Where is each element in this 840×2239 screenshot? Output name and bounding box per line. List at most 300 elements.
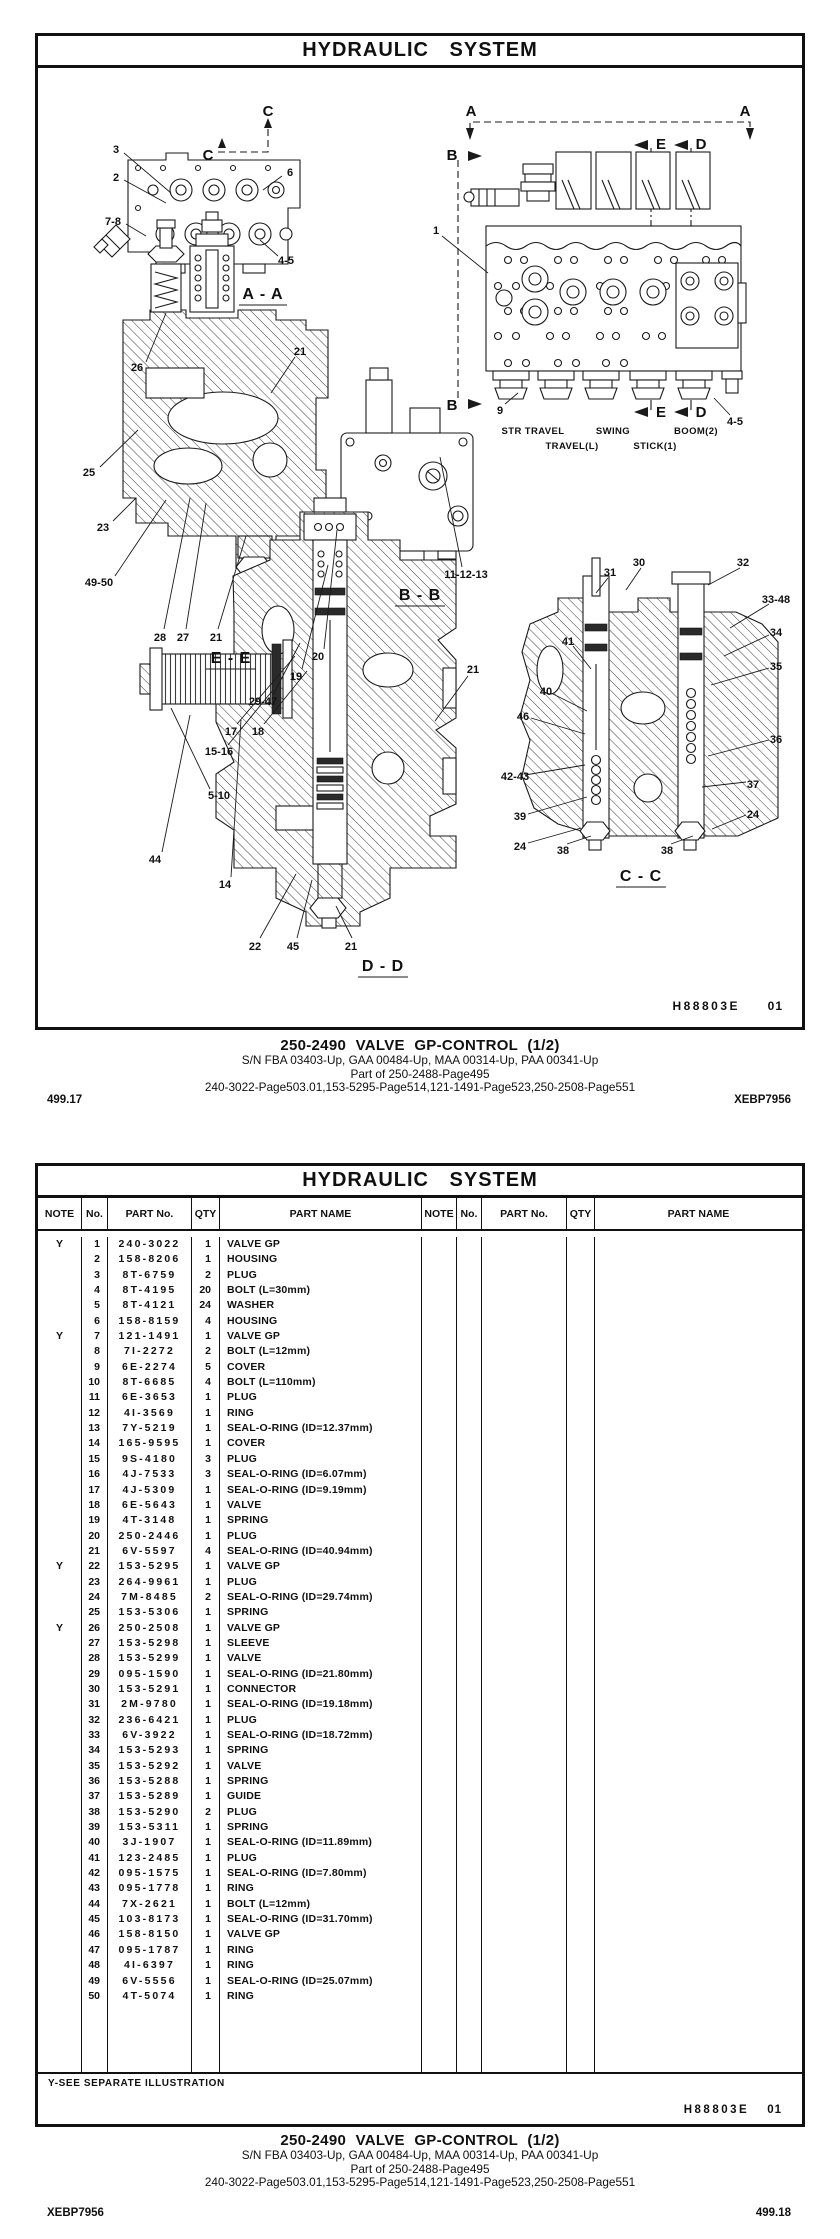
cell-part-no: 236-6421 bbox=[108, 1713, 192, 1728]
callout-label: 41 bbox=[561, 636, 575, 648]
cell-item-no: 27 bbox=[82, 1636, 108, 1651]
cell-note bbox=[38, 1544, 82, 1559]
cell-part-name: VALVE GP bbox=[220, 1237, 422, 1252]
cell-part-name-empty bbox=[595, 1927, 802, 1942]
callout-label: 22 bbox=[248, 941, 262, 953]
cell-item-no: 46 bbox=[82, 1927, 108, 1942]
cell-part-name: PLUG bbox=[220, 1851, 422, 1866]
column-header-qty: QTY bbox=[567, 1198, 595, 1229]
cell-note-empty bbox=[422, 1467, 457, 1482]
svg-text:C: C bbox=[262, 103, 274, 120]
cell-item-no-empty bbox=[457, 1943, 482, 1958]
plan-view-valve-group bbox=[458, 122, 754, 417]
cell-filler bbox=[482, 2004, 567, 2072]
cell-part-name-empty bbox=[595, 1851, 802, 1866]
cell-part-no: 153-5291 bbox=[108, 1682, 192, 1697]
callout-label: 27 bbox=[176, 632, 190, 644]
caption-title: 250-2490 VALVE GP-CONTROL (1/2) bbox=[280, 1037, 560, 1054]
callout-label: 25 bbox=[82, 467, 96, 479]
page-number: 499.17 bbox=[47, 1094, 83, 1106]
cell-item-no-empty bbox=[457, 1406, 482, 1421]
cell-part-name: PLUG bbox=[220, 1452, 422, 1467]
port-labels bbox=[502, 426, 718, 452]
cell-qty-empty bbox=[567, 1344, 595, 1359]
cell-item-no: 33 bbox=[82, 1728, 108, 1743]
spool-end-stubs bbox=[493, 371, 742, 399]
column-header-no-: No. bbox=[457, 1198, 482, 1229]
cell-part-no-empty bbox=[482, 1651, 567, 1666]
cell-note bbox=[38, 1360, 82, 1375]
cell-item-no-empty bbox=[457, 1697, 482, 1712]
cell-item-no-empty bbox=[457, 1344, 482, 1359]
cell-item-no-empty bbox=[457, 1575, 482, 1590]
cell-note-empty bbox=[422, 1529, 457, 1544]
cell-note bbox=[38, 1958, 82, 1973]
cell-note: Y bbox=[38, 1237, 82, 1252]
callout-label: 49-50 bbox=[84, 577, 114, 589]
cell-part-no: 158-8150 bbox=[108, 1927, 192, 1942]
cell-qty: 1 bbox=[192, 1559, 220, 1574]
cell-qty: 1 bbox=[192, 1329, 220, 1344]
callout-label: 44 bbox=[148, 854, 162, 866]
cell-note bbox=[38, 1881, 82, 1896]
cell-qty-empty bbox=[567, 1728, 595, 1743]
cell-item-no-empty bbox=[457, 1743, 482, 1758]
cell-item-no-empty bbox=[457, 1912, 482, 1927]
cell-item-no-empty bbox=[457, 1329, 482, 1344]
callout-label: 40 bbox=[539, 686, 553, 698]
cell-note bbox=[38, 1912, 82, 1927]
callout-label: 2 bbox=[112, 172, 120, 184]
cell-qty: 2 bbox=[192, 1590, 220, 1605]
cell-qty: 2 bbox=[192, 1344, 220, 1359]
callout-label: 37 bbox=[746, 779, 760, 791]
cell-item-no-empty bbox=[457, 1989, 482, 2004]
cell-note bbox=[38, 1713, 82, 1728]
cell-note-empty bbox=[422, 1314, 457, 1329]
callout-label: 38 bbox=[556, 845, 570, 857]
svg-text:A - A: A - A bbox=[242, 286, 284, 303]
cell-part-no-empty bbox=[482, 1805, 567, 1820]
callout-label: 4-5 bbox=[727, 416, 743, 428]
cell-qty: 1 bbox=[192, 1851, 220, 1866]
cell-part-name: PLUG bbox=[220, 1575, 422, 1590]
cell-item-no: 22 bbox=[82, 1559, 108, 1574]
cell-part-name-empty bbox=[595, 1575, 802, 1590]
cell-item-no: 35 bbox=[82, 1759, 108, 1774]
cell-note bbox=[38, 1897, 82, 1912]
caption-part-of: Part of 250-2488-Page495 bbox=[350, 1066, 490, 1081]
cell-part-name-empty bbox=[595, 1743, 802, 1758]
cell-part-name-empty bbox=[595, 1513, 802, 1528]
cell-note-empty bbox=[422, 1759, 457, 1774]
cell-part-name: SEAL-O-RING (ID=12.37mm) bbox=[220, 1421, 422, 1436]
cell-part-name-empty bbox=[595, 1820, 802, 1835]
cell-item-no: 36 bbox=[82, 1774, 108, 1789]
cell-part-no-empty bbox=[482, 1406, 567, 1421]
cell-note bbox=[38, 1743, 82, 1758]
caption-serial: S/N FBA 03403-Up, GAA 00484-Up, MAA 00314-Up, PAA 00341-Up bbox=[241, 1053, 599, 1067]
cell-qty: 1 bbox=[192, 1866, 220, 1881]
cell-qty-empty bbox=[567, 1575, 595, 1590]
cell-qty-empty bbox=[567, 1820, 595, 1835]
cell-qty-empty bbox=[567, 1851, 595, 1866]
cell-part-name-empty bbox=[595, 1329, 802, 1344]
cell-part-name-empty bbox=[595, 1605, 802, 1620]
cell-part-name: BOLT (L=30mm) bbox=[220, 1283, 422, 1298]
cell-item-no: 20 bbox=[82, 1529, 108, 1544]
caption-refs: 240-3022-Page503.01,153-5295-Page514,121-1491-Page523,250-2508-Page551 bbox=[204, 1080, 636, 1094]
callout-label: 4-5 bbox=[278, 255, 294, 267]
cell-part-no-empty bbox=[482, 1268, 567, 1283]
cell-qty-empty bbox=[567, 1866, 595, 1881]
cell-part-name: RING bbox=[220, 1958, 422, 1973]
cell-part-name-empty bbox=[595, 1835, 802, 1850]
cell-note-empty bbox=[422, 1559, 457, 1574]
cell-note-empty bbox=[422, 1421, 457, 1436]
svg-text:D - D: D - D bbox=[361, 958, 405, 975]
callout-label: 20 bbox=[311, 651, 325, 663]
cell-part-no-empty bbox=[482, 1958, 567, 1973]
cell-part-name: VALVE bbox=[220, 1498, 422, 1513]
cell-part-no-empty bbox=[482, 1529, 567, 1544]
cell-part-name-empty bbox=[595, 1529, 802, 1544]
cell-item-no-empty bbox=[457, 1636, 482, 1651]
cell-filler bbox=[108, 2004, 192, 2072]
cell-note-empty bbox=[422, 1958, 457, 1973]
cell-qty-empty bbox=[567, 1513, 595, 1528]
cell-qty: 1 bbox=[192, 1989, 220, 2004]
cell-part-name-empty bbox=[595, 1989, 802, 2004]
cell-part-name-empty bbox=[595, 1958, 802, 1973]
cell-item-no: 23 bbox=[82, 1575, 108, 1590]
cell-qty-empty bbox=[567, 1406, 595, 1421]
cell-qty-empty bbox=[567, 1498, 595, 1513]
cell-part-no-empty bbox=[482, 1789, 567, 1804]
cell-item-no: 28 bbox=[82, 1651, 108, 1666]
cell-qty-empty bbox=[567, 1621, 595, 1636]
cell-note-empty bbox=[422, 1789, 457, 1804]
callout-leader bbox=[626, 568, 641, 590]
drawing-number bbox=[672, 999, 783, 1013]
cell-part-no: 7I-2272 bbox=[108, 1344, 192, 1359]
cell-part-no: 095-1787 bbox=[108, 1943, 192, 1958]
cell-qty: 1 bbox=[192, 1974, 220, 1989]
cell-part-name-empty bbox=[595, 1344, 802, 1359]
cell-part-name: SEAL-O-RING (ID=21.80mm) bbox=[220, 1667, 422, 1682]
cell-part-name: SEAL-O-RING (ID=11.89mm) bbox=[220, 1835, 422, 1850]
section-view-c-c bbox=[520, 558, 778, 850]
cell-item-no-empty bbox=[457, 1436, 482, 1451]
parts-table-footnote-strip bbox=[38, 2072, 802, 2124]
cell-note bbox=[38, 1805, 82, 1820]
cell-note bbox=[38, 1605, 82, 1620]
cell-part-name: SEAL-O-RING (ID=29.74mm) bbox=[220, 1590, 422, 1605]
cell-part-no-empty bbox=[482, 1835, 567, 1850]
cell-note bbox=[38, 1283, 82, 1298]
cell-note bbox=[38, 1452, 82, 1467]
cell-part-name-empty bbox=[595, 1498, 802, 1513]
callout-label: 31 bbox=[603, 567, 617, 579]
cell-part-no: 153-5289 bbox=[108, 1789, 192, 1804]
cell-item-no-empty bbox=[457, 1805, 482, 1820]
cell-part-name-empty bbox=[595, 1268, 802, 1283]
cell-qty: 4 bbox=[192, 1314, 220, 1329]
cell-part-name: RING bbox=[220, 1881, 422, 1896]
cell-qty: 1 bbox=[192, 1406, 220, 1421]
cell-note bbox=[38, 1298, 82, 1313]
cell-item-no: 13 bbox=[82, 1421, 108, 1436]
cell-qty-empty bbox=[567, 1544, 595, 1559]
cell-note bbox=[38, 1498, 82, 1513]
cell-part-no: 6V-5597 bbox=[108, 1544, 192, 1559]
cell-note-empty bbox=[422, 1544, 457, 1559]
callout-leader bbox=[528, 828, 581, 843]
cell-qty-empty bbox=[567, 1421, 595, 1436]
cell-item-no-empty bbox=[457, 1390, 482, 1405]
callout-label: 21 bbox=[293, 346, 307, 358]
cell-part-name: SEAL-O-RING (ID=7.80mm) bbox=[220, 1866, 422, 1881]
cell-note bbox=[38, 1529, 82, 1544]
cell-note-empty bbox=[422, 1375, 457, 1390]
cell-note bbox=[38, 1866, 82, 1881]
cell-part-no-empty bbox=[482, 1436, 567, 1451]
cell-note bbox=[38, 1252, 82, 1267]
cell-part-name-empty bbox=[595, 1390, 802, 1405]
publication-id: XEBP7956 bbox=[47, 2207, 104, 2219]
cell-part-name: BOLT (L=110mm) bbox=[220, 1375, 422, 1390]
cell-note-empty bbox=[422, 1697, 457, 1712]
cell-item-no: 6 bbox=[82, 1314, 108, 1329]
cell-note-empty bbox=[422, 1927, 457, 1942]
cell-part-name-empty bbox=[595, 1789, 802, 1804]
cell-qty-empty bbox=[567, 1452, 595, 1467]
cell-note-empty bbox=[422, 1452, 457, 1467]
cell-item-no-empty bbox=[457, 1298, 482, 1313]
callout-label: 45 bbox=[286, 941, 300, 953]
cell-part-no: 153-5311 bbox=[108, 1820, 192, 1835]
cell-qty-empty bbox=[567, 1390, 595, 1405]
cell-item-no: 34 bbox=[82, 1743, 108, 1758]
cell-part-name: VALVE GP bbox=[220, 1927, 422, 1942]
cell-item-no: 41 bbox=[82, 1851, 108, 1866]
cell-qty: 1 bbox=[192, 1651, 220, 1666]
svg-text:E: E bbox=[655, 136, 667, 153]
cell-part-no-empty bbox=[482, 1743, 567, 1758]
cell-part-no: 7M-8485 bbox=[108, 1590, 192, 1605]
cell-part-name-empty bbox=[595, 1636, 802, 1651]
cell-qty-empty bbox=[567, 1697, 595, 1712]
cell-part-name-empty bbox=[595, 1467, 802, 1482]
cell-note-empty bbox=[422, 1866, 457, 1881]
cell-note bbox=[38, 1575, 82, 1590]
cell-part-no-empty bbox=[482, 1989, 567, 2004]
cell-note-empty bbox=[422, 1974, 457, 1989]
cell-part-name: SEAL-O-RING (ID=18.72mm) bbox=[220, 1728, 422, 1743]
cell-part-no: 153-5292 bbox=[108, 1759, 192, 1774]
cell-part-name: COVER bbox=[220, 1360, 422, 1375]
cell-note-empty bbox=[422, 1575, 457, 1590]
cell-qty-empty bbox=[567, 1713, 595, 1728]
cell-item-no-empty bbox=[457, 1958, 482, 1973]
cell-item-no-empty bbox=[457, 1314, 482, 1329]
cell-note-empty bbox=[422, 1651, 457, 1666]
cell-item-no-empty bbox=[457, 1252, 482, 1267]
cell-part-name: SPRING bbox=[220, 1820, 422, 1835]
cell-note bbox=[38, 1728, 82, 1743]
cell-part-no-empty bbox=[482, 1682, 567, 1697]
callout-label: 14 bbox=[218, 879, 232, 891]
callout-label: 23 bbox=[96, 522, 110, 534]
cell-part-name-empty bbox=[595, 1298, 802, 1313]
caption-serial: S/N FBA 03403-Up, GAA 00484-Up, MAA 00314-Up, PAA 00341-Up bbox=[241, 2148, 599, 2162]
cell-qty-empty bbox=[567, 1237, 595, 1252]
cell-part-name: RING bbox=[220, 1943, 422, 1958]
cell-item-no-empty bbox=[457, 1682, 482, 1697]
cell-filler bbox=[422, 2004, 457, 2072]
cell-note bbox=[38, 1789, 82, 1804]
callout-leader bbox=[113, 498, 136, 521]
callout-label: 24 bbox=[746, 809, 760, 821]
cell-part-name-empty bbox=[595, 1314, 802, 1329]
cell-note-empty bbox=[422, 1682, 457, 1697]
cell-part-no: 153-5299 bbox=[108, 1651, 192, 1666]
cell-part-name: HOUSING bbox=[220, 1314, 422, 1329]
cell-note-empty bbox=[422, 1605, 457, 1620]
cell-part-no: 250-2446 bbox=[108, 1529, 192, 1544]
cell-item-no: 12 bbox=[82, 1406, 108, 1421]
callout-label: 21 bbox=[466, 664, 480, 676]
cell-note-empty bbox=[422, 1498, 457, 1513]
cell-item-no-empty bbox=[457, 1927, 482, 1942]
cell-part-no: 153-5290 bbox=[108, 1805, 192, 1820]
column-header-note: NOTE bbox=[422, 1198, 457, 1229]
cell-qty: 1 bbox=[192, 1774, 220, 1789]
cell-part-name-empty bbox=[595, 1651, 802, 1666]
cell-qty: 1 bbox=[192, 1575, 220, 1590]
cell-filler bbox=[192, 2004, 220, 2072]
cell-qty-empty bbox=[567, 1298, 595, 1313]
callout-label: 21 bbox=[209, 632, 223, 644]
cell-note-empty bbox=[422, 1897, 457, 1912]
cell-part-name-empty bbox=[595, 1682, 802, 1697]
cell-part-no-empty bbox=[482, 1590, 567, 1605]
page-number: 499.18 bbox=[755, 2207, 791, 2219]
caption-title: 250-2490 VALVE GP-CONTROL (1/2) bbox=[280, 2132, 560, 2149]
cell-part-no: 153-5288 bbox=[108, 1774, 192, 1789]
cell-part-name: VALVE GP bbox=[220, 1621, 422, 1636]
cell-qty: 3 bbox=[192, 1452, 220, 1467]
cell-part-no: 095-1778 bbox=[108, 1881, 192, 1896]
cell-item-no-empty bbox=[457, 1667, 482, 1682]
cell-item-no-empty bbox=[457, 1237, 482, 1252]
cell-note-empty bbox=[422, 1851, 457, 1866]
callout-label: 11-12-13 bbox=[444, 569, 488, 581]
cell-part-name: SEAL-O-RING (ID=40.94mm) bbox=[220, 1544, 422, 1559]
cell-qty-empty bbox=[567, 1682, 595, 1697]
cell-item-no-empty bbox=[457, 1728, 482, 1743]
cell-item-no: 4 bbox=[82, 1283, 108, 1298]
cell-part-name: PLUG bbox=[220, 1713, 422, 1728]
cell-part-name: CONNECTOR bbox=[220, 1682, 422, 1697]
cell-part-no-empty bbox=[482, 1314, 567, 1329]
cell-item-no-empty bbox=[457, 1529, 482, 1544]
cell-item-no: 17 bbox=[82, 1483, 108, 1498]
cell-qty-empty bbox=[567, 1805, 595, 1820]
column-header-note: NOTE bbox=[38, 1198, 82, 1229]
caption-part-of: Part of 250-2488-Page495 bbox=[350, 2161, 490, 2176]
callout-label: 38 bbox=[660, 845, 674, 857]
cell-part-name-empty bbox=[595, 1697, 802, 1712]
cell-qty: 1 bbox=[192, 1237, 220, 1252]
cell-part-name-empty bbox=[595, 1621, 802, 1636]
cell-filler bbox=[595, 2004, 802, 2072]
cell-item-no-empty bbox=[457, 1605, 482, 1620]
cell-item-no: 43 bbox=[82, 1881, 108, 1896]
cell-note bbox=[38, 1375, 82, 1390]
cell-item-no-empty bbox=[457, 1974, 482, 1989]
cell-part-name-empty bbox=[595, 1943, 802, 1958]
cell-part-no-empty bbox=[482, 1329, 567, 1344]
cell-filler bbox=[457, 2004, 482, 2072]
cell-item-no-empty bbox=[457, 1375, 482, 1390]
cell-part-name: SEAL-O-RING (ID=25.07mm) bbox=[220, 1974, 422, 1989]
cell-part-no: 6V-5556 bbox=[108, 1974, 192, 1989]
cell-qty: 1 bbox=[192, 1483, 220, 1498]
cell-part-no-empty bbox=[482, 1927, 567, 1942]
cell-part-no: 158-8206 bbox=[108, 1252, 192, 1267]
cell-note bbox=[38, 1421, 82, 1436]
publication-id: XEBP7956 bbox=[734, 1094, 791, 1106]
svg-text:E - E: E - E bbox=[210, 650, 252, 667]
cell-filler bbox=[567, 2004, 595, 2072]
cell-qty-empty bbox=[567, 1835, 595, 1850]
cell-qty-empty bbox=[567, 1667, 595, 1682]
cell-qty-empty bbox=[567, 1651, 595, 1666]
cell-part-name: VALVE GP bbox=[220, 1329, 422, 1344]
parts-table-body bbox=[38, 1231, 802, 2072]
cell-part-no-empty bbox=[482, 1283, 567, 1298]
cell-part-name-empty bbox=[595, 1728, 802, 1743]
cell-part-no: 121-1491 bbox=[108, 1329, 192, 1344]
cell-part-name: GUIDE bbox=[220, 1789, 422, 1804]
parts-table-header bbox=[38, 1198, 802, 1231]
cell-item-no-empty bbox=[457, 1360, 482, 1375]
cell-qty-empty bbox=[567, 1958, 595, 1973]
cell-item-no-empty bbox=[457, 1621, 482, 1636]
cell-note bbox=[38, 1943, 82, 1958]
cell-qty: 1 bbox=[192, 1897, 220, 1912]
cell-qty: 5 bbox=[192, 1360, 220, 1375]
cell-part-no: 4J-5309 bbox=[108, 1483, 192, 1498]
cell-item-no-empty bbox=[457, 1421, 482, 1436]
cell-item-no: 31 bbox=[82, 1697, 108, 1712]
sheet1-footer bbox=[47, 1094, 791, 1106]
cell-item-no: 47 bbox=[82, 1943, 108, 1958]
cell-part-name: SEAL-O-RING (ID=19.18mm) bbox=[220, 1697, 422, 1712]
cell-part-name-empty bbox=[595, 1406, 802, 1421]
cell-note bbox=[38, 1667, 82, 1682]
cell-part-name-empty bbox=[595, 1805, 802, 1820]
cell-part-name: VALVE GP bbox=[220, 1559, 422, 1574]
cell-note bbox=[38, 1835, 82, 1850]
cell-part-no-empty bbox=[482, 1636, 567, 1651]
sheet2-caption bbox=[0, 2132, 840, 2190]
cell-note bbox=[38, 1927, 82, 1942]
cell-part-no-empty bbox=[482, 1575, 567, 1590]
cell-part-name: SPRING bbox=[220, 1774, 422, 1789]
cell-part-no-empty bbox=[482, 1252, 567, 1267]
